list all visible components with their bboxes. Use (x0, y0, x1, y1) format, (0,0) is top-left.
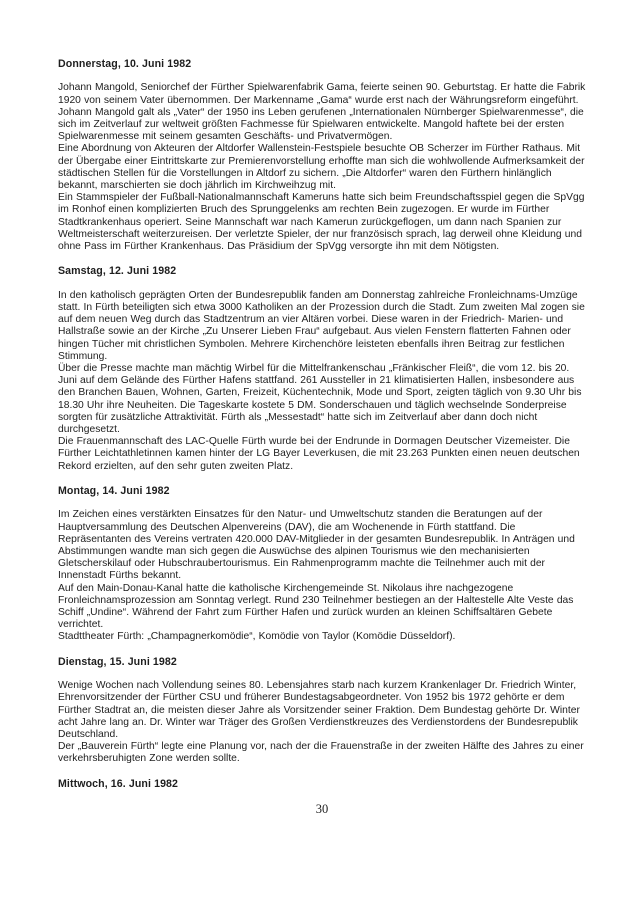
paragraph: Die Frauenmannschaft des LAC-Quelle Fürth wurde bei der Endrunde in Dormagen Deutscher Vizemeister. Die Fürther Leichtathletinnen kamen hinter der LG Bayer Leverkusen, die mit 23.263 Punkten einen neuen deutschen Rekord erzielten, auf den sehr guten zweiten Platz. (58, 436, 580, 472)
section-montag-14-juni-1982 (58, 485, 586, 644)
paragraph: Im Zeichen eines verstärkten Einsatzes für den Natur- und Umweltschutz standen die Beratungen auf der Hauptversammlung des Deutschen Alpenvereins (DAV), die am Wochenende in Fürth stattfand. Die Repräsentanten des Vereins vertraten 420.000 DAV-Mitglieder in der gesamten Bundesrepublik. In Anträgen und Abstimmungen wandte man sich gegen die Auswüchse des alpinen Tourismus wie den mechanisierten Gletscherskilauf oder Hubschraubertourismus. Ein Rahmenprogramm machte die Teilnehmer auch mit der Innenstadt Fürths bekannt. (58, 509, 575, 582)
paragraph: In den katholisch geprägten Orten der Bundesrepublik fanden am Donnerstag zahlreiche Fronleichnams-Umzüge statt. In Fürth beteiligten sich etwa 3000 Katholiken an der Prozession durch die Stadt. Zum zweiten Mal zogen sie auf dem neuen Weg durch das Stadtzentrum an vier Altären vorbei. Diese waren in der Friedrich- Marien- und Hallstraße sowie an der Kirche „Zu Unserer Lieben Frau“ aufgebaut. Aus vielen Fenstern flatterten Fahnen oder hingen Tücher mit christlichen Symbolen. Mehrere Kirchenchöre leisteten ebenfalls ihren Beitrag zur festlichen Stimmung. (58, 289, 585, 362)
section-samstag-12-juni-1982 (58, 265, 586, 472)
paragraph: Wenige Wochen nach Vollendung seines 80. Lebensjahres starb nach kurzem Krankenlager Dr. Friedrich Winter, Ehrenvorsitzender der Fürther CSU und früherer Bundestagsabgeordneter. Von 1952 bis 1972 gehörte er dem Fürther Stadtrat an, die meisten dieser Jahre als Vorsitzender seiner Fraktion. Dem Bundestag gehörte Dr. Winter acht Jahre lang an. Dr. Winter war Träger des Großen Verdienstkreuzes des Verdienstordens der Bundesrepublik Deutschland. (58, 680, 580, 741)
section-mittwoch-16-juni-1982 (58, 778, 586, 790)
day-heading: Montag, 14. Juni 1982 (58, 485, 170, 498)
day-heading: Donnerstag, 10. Juni 1982 (58, 58, 192, 70)
day-heading: Mittwoch, 16. Juni 1982 (58, 777, 179, 790)
paragraph: Ein Stammspieler der Fußball-Nationalmannschaft Kameruns hatte sich beim Freundschaftsspiel gegen die SpVgg im Ronhof einen komplizierten Bruch des Sprunggelenks am rechten Bein zugezogen. Er wurde im Fürther Stadtkrankenhaus operiert. Seine Mannschaft war nach Kamerun zurückgeflogen, um dann nach Spanien zur Weltmeisterschaft weiterzureisen. Der verletzte Spieler, der nur französisch sprach, lag derweil ohne Kleidung und ohne Pass im Fürther Krankenhaus. Das Präsidium der SpVgg versorgte ihn mit dem Nötigsten. (58, 192, 585, 253)
paragraph: Johann Mangold, Seniorchef der Fürther Spielwarenfabrik Gama, feierte seinen 90. Geburtstag. Er hatte die Fabrik 1920 von seinem Vater übernommen. Der Markenname „Gama“ wurde erst nach der Währungsreform eingeführt. Johann Mangold galt als „Vater“ der 1950 ins Leben gerufenen „Internationalen Nürnberger Spielwarenmesse“, die sich im Zeitverlauf zur weltweit größten Fachmesse für Spielwaren entwickelte. Mangold haftete bei der ersten Spielwarenmesse mit seinem gesamten Geschäfts- und Privatvermögen. (58, 82, 586, 143)
day-heading: Samstag, 12. Juni 1982 (58, 265, 177, 278)
day-heading: Dienstag, 15. Juni 1982 (58, 655, 177, 668)
page-number: 30 (315, 802, 329, 817)
paragraph: Der „Bauverein Fürth“ legte eine Planung vor, nach der die Frauenstraße in der zweiten Hälfte des Jahres zu einer verkehrsberuhigten Zone werden sollte. (58, 741, 584, 765)
paragraph: Eine Abordnung von Akteuren der Altdorfer Wallenstein-Festspiele besuchte OB Scherzer im Fürther Rathaus. Mit der Übergabe einer Eintrittskarte zur Premierenvorstellung erhoffte man sich die wohlwollende Aufmerksamkeit der städtischen Stellen für die Vorstellungen in Altdorf zu sichern. „Die Altdorfer“ waren den Fürthern hinlänglich bekannt, marschierten sie doch jährlich im Kirchweihzug mit. (58, 143, 585, 192)
paragraph: Auf den Main-Donau-Kanal hatte die katholische Kirchengemeinde St. Nikolaus ihre nachgezogene Fronleichnamsprozession am Sonntag verlegt. Rund 230 Teilnehmer bestiegen an der Haltestelle Alte Veste das Schiff „Undine“. Während der Fahrt zum Fürther Hafen und zurück wurden an kleinen Schiffsaltären Gebete verrichtet. (58, 582, 574, 631)
section-donnerstag-10-juni-1982 (58, 58, 586, 253)
section-dienstag-15-juni-1982 (58, 656, 586, 766)
paragraph: Über die Presse machte man mächtig Wirbel für die Mittelfrankenschau „Fränkischer Fleiß“, die vom 12. bis 20. Juni auf dem Gelände des Fürther Hafens stattfand. 261 Aussteller in 21 klimatisierten Hallen, insbesondere aus den Branchen Bauen, Wohnen, Garten, Freizeit, Küchentechnik, Mode und Sport, zeigten täglich von 9.30 Uhr bis 18.30 Uhr ihre Neuheiten. Die Tageskarte kostete 5 DM. Sonderschauen und täglich wechselnde Sonderpreise sorgten für zusätzliche Attraktivität. Fürth als „Messestadt“ hatte sich im Zeitverlauf aber dann doch nicht durchgesetzt. (58, 363, 582, 436)
paragraph: Stadttheater Fürth: „Champagnerkomödie“, Komödie von Taylor (Komödie Düsseldorf). (58, 631, 456, 643)
